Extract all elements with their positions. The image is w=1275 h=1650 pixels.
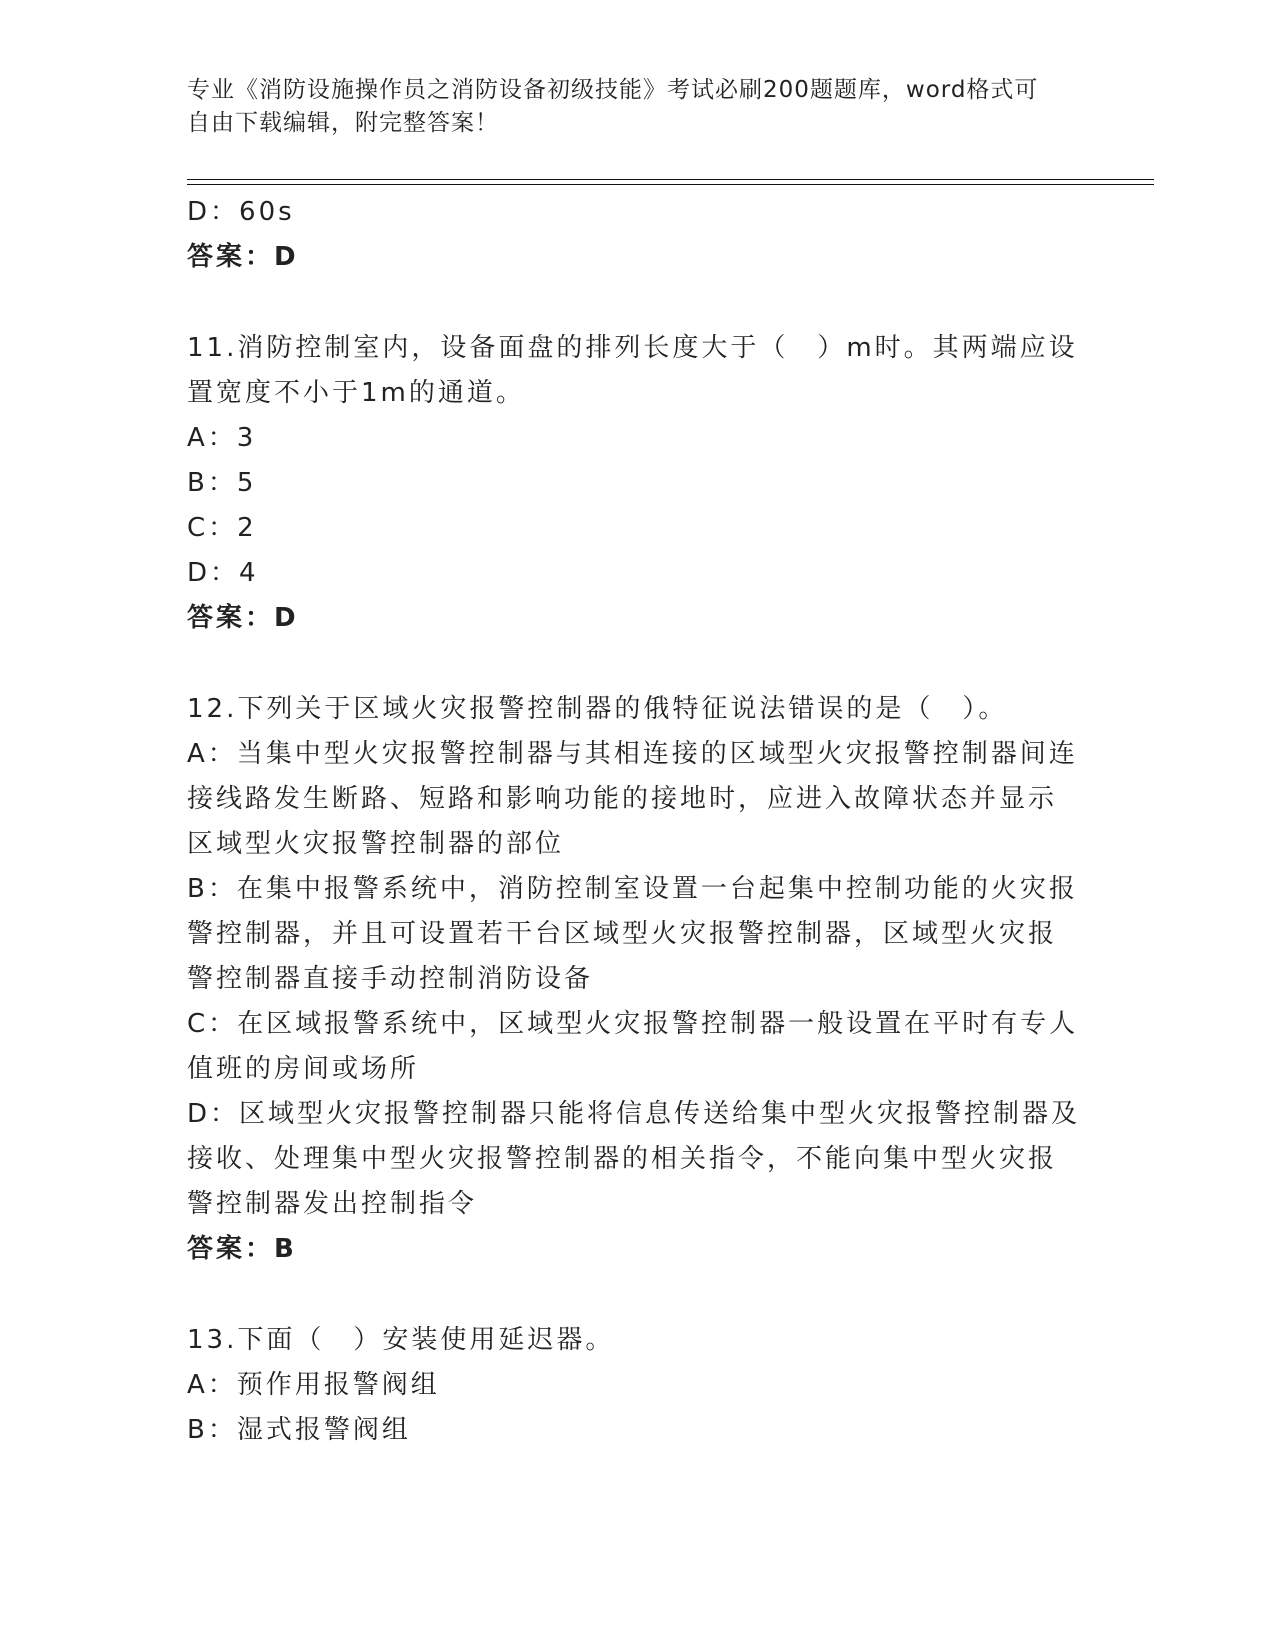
spacer — [187, 280, 1087, 326]
option-d-continued: 接收、处理集中型火灾报警控制器的相关指令，不能向集中型火灾报 — [187, 1144, 1058, 1174]
option-c: C：在区域报警系统中，区域型火灾报警控制器一般设置在平时有专人 — [187, 1009, 1079, 1039]
header-divider-bottom — [187, 184, 1154, 185]
question-stem: 12.下列关于区域火灾报警控制器的俄特征说法错误的是（ ）。 — [187, 694, 1008, 724]
question-13 — [187, 1318, 1087, 1453]
option-a: A：当集中型火灾报警控制器与其相连接的区域型火灾报警控制器间连 — [187, 739, 1078, 769]
option-b-continued: 警控制器，并且可设置若干台区域型火灾报警控制器，区域型火灾报 — [187, 919, 1058, 949]
question-stem: 13.下面（ ）安装使用延迟器。 — [187, 1325, 615, 1355]
option-c-continued: 值班的房间或场所 — [187, 1054, 420, 1084]
answer-line: 答案：D — [187, 603, 299, 633]
document-header — [187, 74, 1087, 140]
question-10-tail — [187, 190, 1087, 280]
option-a-continued: 区域型火灾报警控制器的部位 — [187, 829, 565, 859]
option-d: D：区域型火灾报警控制器只能将信息传送给集中型火灾报警控制器及 — [187, 1099, 1081, 1129]
option-d: D：60s — [187, 197, 295, 227]
option-b: B：5 — [187, 468, 257, 498]
option-b: B：在集中报警系统中，消防控制室设置一台起集中控制功能的火灾报 — [187, 874, 1078, 904]
header-divider-top — [187, 179, 1154, 180]
document-body — [187, 190, 1087, 1453]
option-a-continued: 接线路发生断路、短路和影响功能的接地时，应进入故障状态并显示 — [187, 784, 1058, 814]
option-d-continued: 警控制器发出控制指令 — [187, 1189, 478, 1219]
option-a: A：3 — [187, 423, 257, 453]
question-stem: 11.消防控制室内，设备面盘的排列长度大于（ ）m时。其两端应设 — [187, 333, 1078, 363]
question-12 — [187, 687, 1087, 1272]
answer-line: 答案：B — [187, 1234, 297, 1264]
question-11 — [187, 326, 1087, 641]
option-a: A：预作用报警阀组 — [187, 1370, 440, 1400]
header-line-2: 自由下载编辑，附完整答案！ — [187, 110, 499, 136]
option-c: C：2 — [187, 513, 257, 543]
question-stem-continued: 置宽度不小于1m的通道。 — [187, 378, 525, 408]
answer-line: 答案：D — [187, 242, 299, 272]
header-line-1: 专业《消防设施操作员之消防设备初级技能》考试必刷200题题库，word格式可 — [187, 77, 1039, 103]
option-b: B：湿式报警阀组 — [187, 1415, 411, 1445]
option-b-continued: 警控制器直接手动控制消防设备 — [187, 964, 594, 994]
option-d: D：4 — [187, 558, 259, 588]
spacer — [187, 1272, 1087, 1318]
spacer — [187, 641, 1087, 687]
